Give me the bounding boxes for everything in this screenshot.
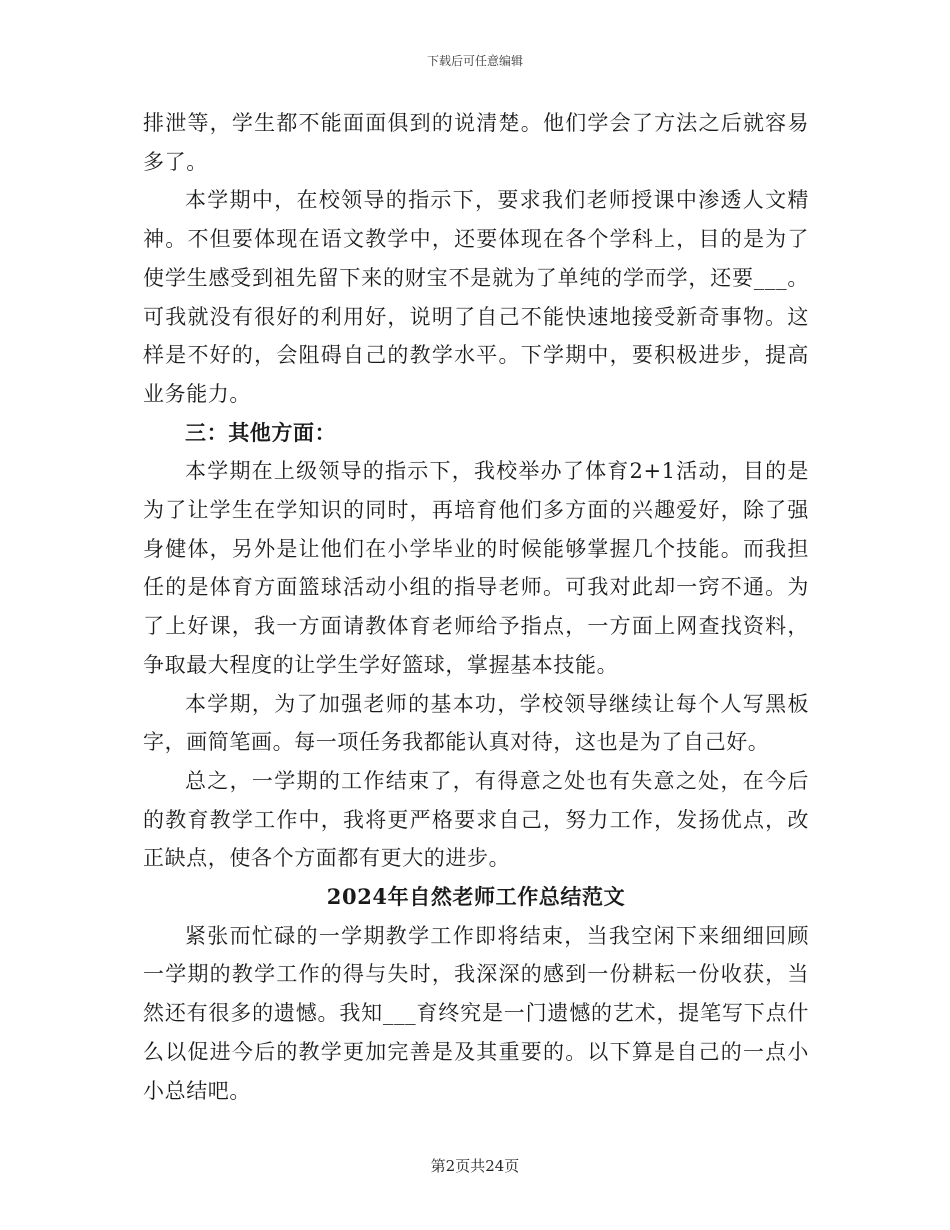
document-title: 2024年自然老师工作总结范文 bbox=[326, 884, 626, 910]
paragraph-6: 紧张而忙碌的一学期教学工作即将结束，当我空闲下来细细回顾一学期的教学工作的得与失时，我深深的感到一份耕耘一份收获，当然还有很多的遗憾。我知___育终究是一门遗憾的艺术，提笔写下点什么以促进今后的教学更加完善是及其重要的。以下算是自己的一点小小总结吧。 bbox=[143, 923, 809, 1103]
document-body bbox=[143, 104, 809, 1110]
paragraph-3: 本学期在上级领导的指示下，我校举办了体育2+1活动，目的是为了让学生在学知识的同时，再培育他们多方面的兴趣爱好，除了强身健体，另外是让他们在小学毕业的时候能够掌握几个技能。而我担任的是体育方面篮球活动小组的指导老师。可我对此却一窍不通。为了上好课，我一方面请教体育老师给予指点，一方面上网查找资料，争取最大程度的让学生学好篮球，掌握基本技能。 bbox=[143, 459, 809, 677]
section-heading-other-aspects: 三：其他方面： bbox=[185, 419, 337, 445]
paragraph-4: 本学期，为了加强老师的基本功，学校领导继续让每个人写黑板字，画简笔画。每一项任务我都能认真对待，这也是为了自己好。 bbox=[143, 691, 809, 755]
paragraph-5: 总之，一学期的工作结束了，有得意之处也有失意之处，在今后的教育教学工作中，我将更严格要求自己，努力工作，发扬优点，改正缺点，使各个方面都有更大的进步。 bbox=[143, 768, 809, 871]
paragraph-2: 本学期中，在校领导的指示下，要求我们老师授课中渗透人文精神。不但要体现在语文教学中，还要体现在各个学科上，目的是为了使学生感受到祖先留下来的财宝不是就为了单纯的学而学，还要___。可我就没有很好的利用好，说明了自己不能快速地接受新奇事物。这样是不好的，会阻碍自己的教学水平。下学期中，要积极进步，提高业务能力。 bbox=[143, 188, 809, 406]
page-footer: 第2页共24页 bbox=[430, 1157, 520, 1175]
page-header: 下载后可任意编辑 bbox=[426, 54, 523, 68]
paragraph-1: 排泄等，学生都不能面面俱到的说清楚。他们学会了方法之后就容易多了。 bbox=[143, 111, 809, 174]
